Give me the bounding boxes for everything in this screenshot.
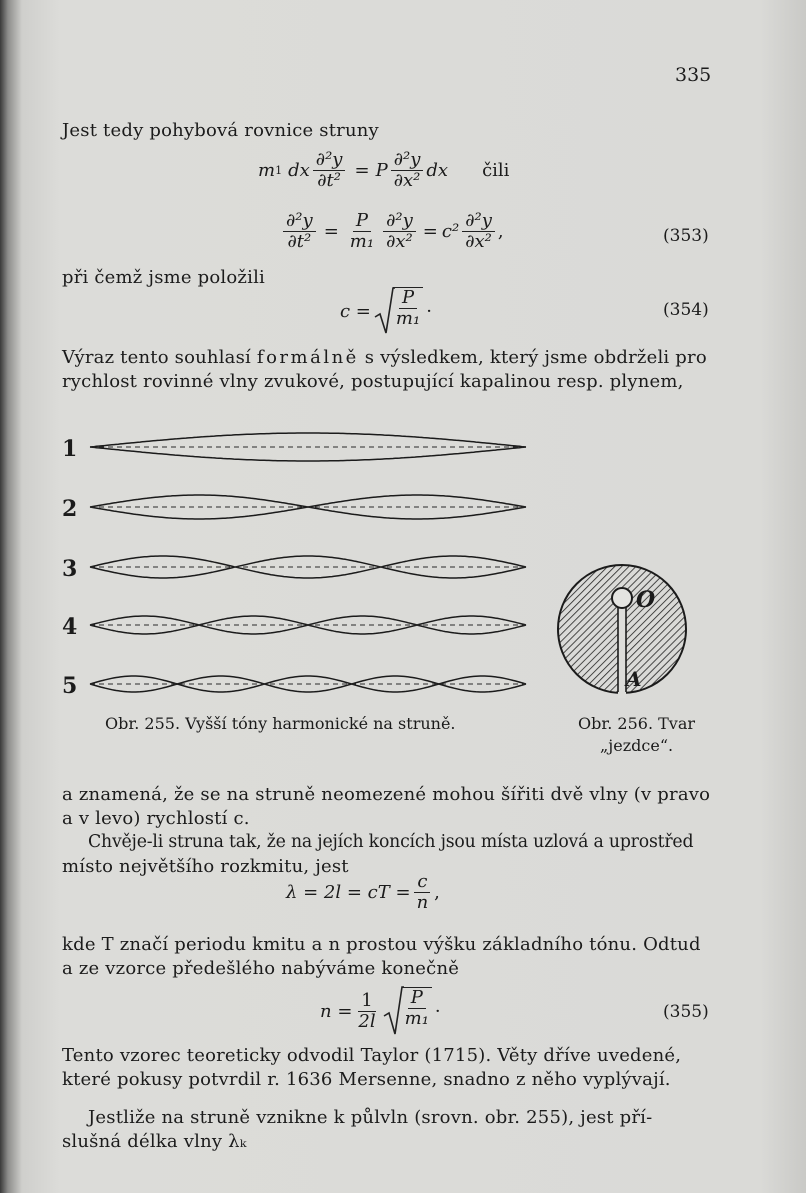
paragraph-vibrates-line2: místo největšího rozkmitu, jest xyxy=(62,856,349,877)
paragraph-where-T-line1: kde T značí periodu kmitu a n prostou výšku základního tónu. Odtud xyxy=(62,934,701,955)
para3-post: s výsledkem, který jsme obdrželi pro xyxy=(364,347,707,368)
eq354-lhs: c = xyxy=(340,300,371,322)
harmonic-label-4: 4 xyxy=(62,614,78,640)
equation-number-353: (353) xyxy=(663,226,709,246)
paragraph-means-line1: a znamená, že se na struně neomezené mohou šířiti dvě vlny (v pravo xyxy=(62,784,711,805)
rider-label-A: A xyxy=(626,667,642,691)
equation-353: $\frac{\text{∂²y}}{\text{∂t²}}$ = $\frac{P}{\text{m₁}}$ $\frac{\text{∂²y}}{\text{∂x²}}$ = c² $\frac{\text{∂²y}}{\text{∂x²}}$ , xyxy=(280,211,504,252)
eq353-f1-den: ∂t² xyxy=(287,231,312,252)
eq-lambda-lhs: λ = 2l = cT = xyxy=(286,882,411,903)
eq1-m: m xyxy=(258,160,276,181)
rider-label-O: O xyxy=(636,587,656,613)
equation-motion: m 1 dx $\frac{\text{∂²y}}{\text{∂t²}}$ = P $\frac{\text{∂²y}}{\text{∂x²}}$ dx čili xyxy=(258,149,510,191)
eq354-den: m₁ xyxy=(395,308,421,329)
eq-lambda-num: c xyxy=(414,872,430,893)
rider-hole xyxy=(612,588,632,608)
paragraph-intro: Jest tedy pohybová rovnice struny xyxy=(62,120,379,141)
figure-255-caption: Obr. 255. Vyšší tóny harmonické na struně. xyxy=(105,714,456,733)
equation-355: n = $\frac{1}{2l}$ $\frac{P}{\text{m₁}}$ · xyxy=(320,986,441,1036)
harmonics-figure xyxy=(86,420,536,710)
harmonic-1-lower-curve xyxy=(90,447,526,461)
eq353-f2-den: m₁ xyxy=(349,231,375,252)
paragraph-where-T-line2: a ze vzorce předešlého nabýváme konečně xyxy=(62,958,460,979)
eq355-f-den: 2l xyxy=(358,1010,376,1032)
equation-number-354: (354) xyxy=(663,300,709,320)
eq355-sqrt-num: P xyxy=(408,988,426,1009)
harmonic-label-2: 2 xyxy=(62,496,78,522)
eq355-sqrt-den: m₁ xyxy=(404,1008,429,1029)
sqrt-sign xyxy=(373,287,395,335)
eq-lambda-tail: , xyxy=(434,882,440,903)
harmonic-label-1: 1 xyxy=(62,436,78,462)
sqrt-sign-355 xyxy=(382,986,404,1036)
eq1-dx2: dx xyxy=(426,160,449,181)
eq353-f2-num: P xyxy=(353,211,371,232)
rider-slot xyxy=(618,604,626,698)
rider-figure xyxy=(557,560,687,700)
eq1-P: P xyxy=(375,160,388,181)
para3-pre: Výraz tento souhlasí xyxy=(62,347,251,368)
eq353-c2: c² xyxy=(441,221,460,242)
equation-lambda xyxy=(286,872,440,913)
eq353-f1-num: ∂²y xyxy=(283,211,316,232)
eq1-lhs-den: ∂t² xyxy=(317,170,341,191)
eq1-rhs-num: ∂²y xyxy=(391,150,424,171)
paragraph-result-line2: rychlost rovinné vlny zvukové, postupující kapalinou resp. plynem, xyxy=(62,371,684,392)
paragraph-if-line2: slušná délka vlny λₖ xyxy=(62,1131,247,1152)
eq353-f4-den: ∂x² xyxy=(465,231,492,252)
paragraph-taylor-line1: Tento vzorec teoreticky odvodil Taylor (1715). Věty dříve uvedené, xyxy=(62,1045,682,1066)
harmonic-1-upper-curve xyxy=(90,433,526,447)
eq1-dx: dx xyxy=(288,160,310,181)
paragraph-vibrates-line1: Chvěje-li struna tak, že na jejích koncích jsou místa uzlová a uprostřed xyxy=(88,832,694,852)
paragraph-taylor-line2: které pokusy potvrdil r. 1636 Mersenne, snadno z něho vyplývají. xyxy=(62,1069,671,1090)
eq353-f3-den: ∂x² xyxy=(386,231,413,252)
paragraph-if-line1: Jestliže na struně vznikne k půlvln (srovn. obr. 255), jest pří- xyxy=(88,1107,653,1128)
para3-spaced: formálně xyxy=(256,347,359,368)
eq1-m-sub: 1 xyxy=(275,164,283,177)
figure-256-caption-line1: Obr. 256. Tvar xyxy=(578,714,696,733)
eq353-f3-num: ∂²y xyxy=(383,211,416,232)
eq1-lhs-num: ∂²y xyxy=(313,150,346,171)
eq1-word: čili xyxy=(482,160,510,181)
harmonic-label-3: 3 xyxy=(62,556,78,582)
paragraph-where: při čemž jsme položili xyxy=(62,267,265,288)
eq1-rhs-den: ∂x² xyxy=(393,170,421,191)
harmonic-label-5: 5 xyxy=(62,673,78,699)
figure-256-caption-line2: „jezdce“. xyxy=(600,736,674,755)
equation-354: c = $\frac{P}{\text{m₁}}$ · xyxy=(340,287,432,335)
eq-lambda-den: n xyxy=(416,892,429,913)
paragraph-means-line2: a v levo) rychlostí c. xyxy=(62,808,250,829)
eq355-lhs: n = xyxy=(320,1000,353,1022)
paragraph-result-line1 xyxy=(62,347,708,368)
equation-number-355: (355) xyxy=(663,1002,709,1022)
page-number: 335 xyxy=(675,64,712,86)
eq354-num: P xyxy=(399,288,417,309)
eq353-f4-num: ∂²y xyxy=(462,211,495,232)
eq355-f-num: 1 xyxy=(358,991,375,1012)
